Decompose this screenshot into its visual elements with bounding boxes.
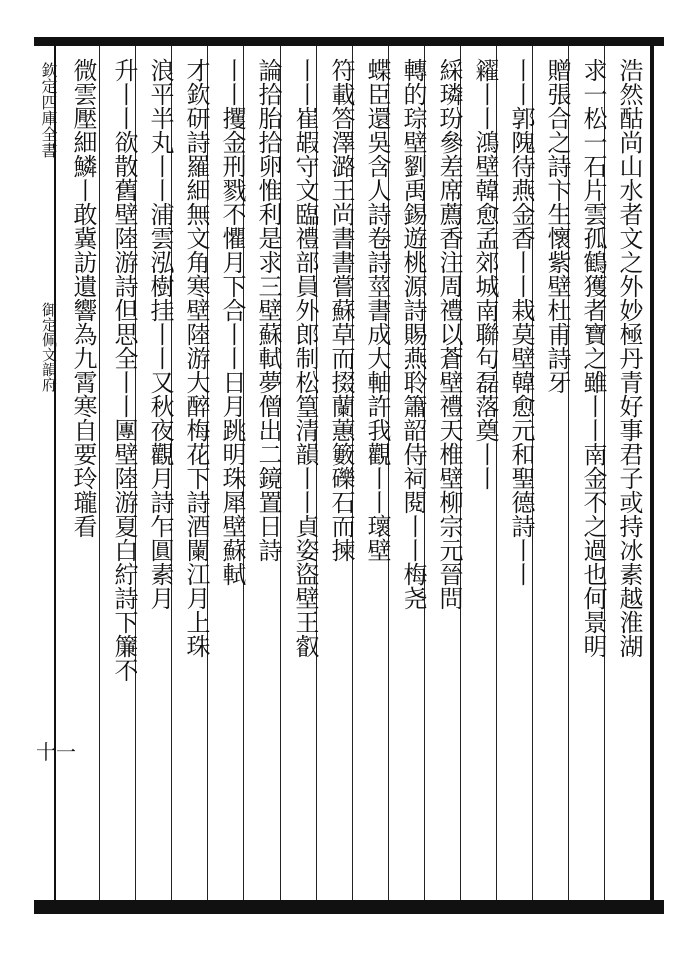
text-column: 蝶臣還吳含人詩卷詩莖書成大軸許我觀丨丨瓌壁: [363, 58, 391, 562]
column-rule: [99, 46, 100, 900]
text-column: 論拾胎拾卵惟利是求三壁蘇軾夢僧出二鏡置日詩: [254, 58, 282, 562]
page-border-bottom: [34, 900, 664, 914]
text-column: 贈張合之詩卞生懷紫壁杜甫詩牙: [543, 58, 571, 394]
text-column: 符載答澤潞王尚書書嘗蘇草而掇蘭蕙籔礫石而揀: [327, 58, 355, 562]
text-column: 浪平半丸丨丨浦雲泓樹挂丨丨又秋夜觀月詩乍圓素月: [146, 58, 174, 610]
text-column: 求一松一石片雲孤鶴獲者寶之雖丨丨南金不之過也何景明: [579, 58, 607, 658]
series-title: 欽定四庫全書: [39, 62, 58, 158]
text-column: 才欽研詩羅細無文角寒壁陸游大醉梅花下詩酒闌江月上珠: [182, 58, 210, 658]
text-column: 糴丨丨鴻壁韓愈孟郊城南聯句磊落奠丨丨: [471, 58, 499, 490]
page-border-right: [650, 37, 654, 914]
text-column: 綵璘玢參差席薦香注周禮以蒼壁禮天椎壁柳宗元晉問: [435, 58, 463, 610]
page-border-top: [34, 37, 664, 46]
text-column: 轉的琮壁劉禹錫遊桃源詩賜燕聆簫韶侍祠閱丨丨梅尧: [399, 58, 427, 610]
text-column: 丨丨崔嘏守文臨禮部員外郎制松篁清韻丨丨貞姿盜壁王叡: [291, 58, 319, 658]
text-column: 浩然酤尚山水者文之外妙極丹青好事君子或持冰素越淮湖: [615, 58, 643, 658]
page-number: 十一: [36, 740, 76, 764]
text-column: 升丨丨欲散舊壁陸游詩但思全丨丨團壁陸游夏白紵詩下簾不: [110, 58, 138, 682]
text-column: 丨丨攫金刑戮不懼月下合丨丨日月跳明珠犀壁蘇軾: [218, 58, 246, 586]
gutter-rule: [54, 46, 56, 900]
text-column: 微雲壓細鱗丨敢冀訪遺響為九霄寒自要玲瓏看: [69, 58, 97, 538]
text-column: 丨丨郭隗待燕金香丨丨栽莫壁韓愈元和聖德詩丨丨: [507, 58, 535, 586]
book-title: 御定佩文韻府: [40, 302, 58, 392]
